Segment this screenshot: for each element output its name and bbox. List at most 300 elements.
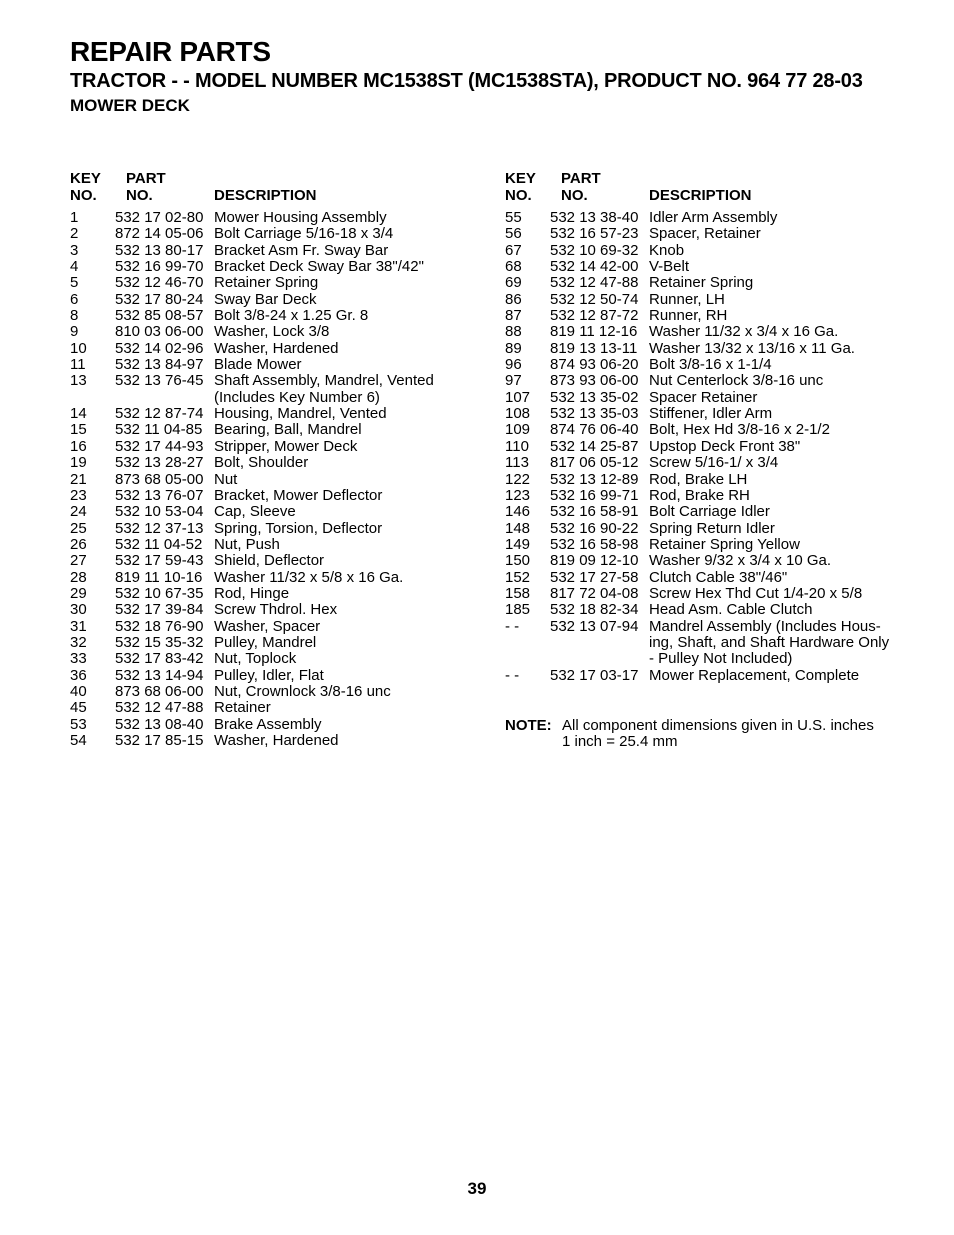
part-number: 532 16 99-70 (115, 258, 204, 276)
part-number: 873 93 06-00 (550, 372, 639, 390)
part-description (214, 619, 320, 635)
table-row (70, 570, 490, 586)
part-number: 532 13 35-02 (550, 388, 639, 406)
part-number: 532 13 76-45 (115, 372, 204, 390)
key-number: 3 (70, 241, 79, 259)
table-row (70, 733, 490, 749)
description-line: Bolt 3/8-16 x 1-1/4 (649, 356, 772, 374)
part-number: 532 10 53-04 (115, 503, 204, 521)
description-line: Rod, Brake RH (649, 486, 750, 504)
part-number: 532 17 80-24 (115, 290, 204, 308)
key-number: - - (505, 666, 520, 684)
part-number: 532 17 27-58 (550, 568, 639, 586)
description-line: Spring, Torsion, Deflector (214, 519, 383, 537)
key-number: 30 (70, 601, 87, 619)
key-number: 15 (70, 421, 87, 439)
key-number: 11 (70, 356, 86, 374)
part-description (214, 488, 382, 504)
key-number: 68 (505, 258, 522, 276)
key-number: 88 (505, 323, 522, 341)
part-description (214, 537, 280, 553)
description-line: Pulley, Idler, Flat (214, 666, 324, 684)
table-row (70, 373, 490, 406)
key-header-line2: NO. (70, 187, 97, 204)
description-line: Screw Thdrol. Hex (214, 601, 338, 619)
table-row (505, 521, 925, 537)
key-number: 31 (70, 617, 87, 635)
part-number: 873 68 05-00 (115, 470, 204, 488)
description-line: Mower Housing Assembly (214, 209, 387, 226)
key-number: 149 (505, 535, 531, 553)
part-header-line2: NO. (561, 187, 588, 204)
description-line: ing, Shaft, and Shaft Hardware Only (649, 633, 890, 651)
part-description (214, 553, 324, 569)
description-line: Retainer (214, 699, 271, 717)
table-row (505, 472, 925, 488)
part-description (649, 537, 800, 553)
part-description (214, 635, 316, 651)
table-row (70, 455, 490, 471)
key-number: 53 (70, 715, 87, 733)
key-number: 23 (70, 486, 87, 504)
part-number: 532 13 80-17 (115, 241, 204, 259)
description-line: Nut, Push (214, 535, 280, 553)
key-number: 108 (505, 405, 531, 423)
key-number: 107 (505, 388, 531, 406)
description-line: Nut, Toplock (214, 650, 297, 668)
table-row (70, 586, 490, 602)
part-number: 819 11 12-16 (550, 323, 638, 341)
part-description (214, 226, 393, 242)
description-line: Rod, Brake LH (649, 470, 748, 488)
table-row (505, 537, 925, 553)
part-description (214, 275, 318, 291)
key-number: 36 (70, 666, 87, 684)
table-row (505, 422, 925, 438)
table-row (505, 308, 925, 324)
part-number: 874 76 06-40 (550, 421, 639, 439)
table-row (70, 472, 490, 488)
table-row (505, 488, 925, 504)
description-line: Mandrel Assembly (Includes Hous- (649, 617, 881, 635)
part-header-line1: PART (561, 170, 601, 187)
part-number: 819 13 13-11 (550, 339, 638, 357)
description-line: Head Asm. Cable Clutch (649, 601, 813, 619)
part-number: 532 12 37-13 (115, 519, 204, 537)
table-row (70, 210, 490, 226)
table-header (70, 171, 490, 207)
part-number: 532 17 39-84 (115, 601, 204, 619)
part-number: 532 17 03-17 (550, 666, 639, 684)
key-number: 14 (70, 405, 87, 423)
part-number: 532 13 35-03 (550, 405, 639, 423)
key-number: 109 (505, 421, 531, 439)
part-number: 532 16 99-71 (550, 486, 639, 504)
part-number: 532 16 57-23 (550, 225, 639, 243)
part-number: 873 68 06-00 (115, 682, 204, 700)
part-description (649, 292, 725, 308)
description-line: Housing, Mandrel, Vented (214, 405, 387, 423)
table-row (505, 553, 925, 569)
description-line: Washer 9/32 x 3/4 x 10 Ga. (649, 552, 832, 570)
table-row (505, 390, 925, 406)
key-number: 123 (505, 486, 531, 504)
table-row (505, 324, 925, 340)
part-number: 532 12 47-88 (115, 699, 204, 717)
part-description (214, 455, 308, 471)
part-number: 532 13 76-07 (115, 486, 204, 504)
description-line: Cap, Sleeve (214, 503, 296, 521)
part-description (649, 373, 823, 389)
table-row (70, 619, 490, 635)
description-line: (Includes Key Number 6) (214, 388, 380, 406)
part-description (649, 521, 775, 537)
table-row (70, 668, 490, 684)
part-description (214, 210, 387, 226)
table-row (505, 373, 925, 389)
description-header: DESCRIPTION (649, 187, 752, 204)
key-header-line1: KEY (505, 170, 536, 187)
description-line: Washer 11/32 x 5/8 x 16 Ga. (214, 568, 404, 586)
part-number: 532 13 38-40 (550, 209, 639, 226)
table-row (70, 275, 490, 291)
table-row (505, 455, 925, 471)
table-row (70, 357, 490, 373)
part-number: 532 11 04-52 (115, 535, 203, 553)
part-description (214, 684, 391, 700)
key-number: 28 (70, 568, 87, 586)
part-number: 810 03 06-00 (115, 323, 204, 341)
table-row (505, 406, 925, 422)
description-line: Nut Centerlock 3/8-16 unc (649, 372, 824, 390)
key-number: 148 (505, 519, 531, 537)
description-line: Washer 11/32 x 3/4 x 16 Ga. (649, 323, 839, 341)
key-number: 122 (505, 470, 531, 488)
description-line: Screw 5/16-1/ x 3/4 (649, 454, 779, 472)
description-line: Screw Hex Thd Cut 1/4-20 x 5/8 (649, 584, 863, 602)
key-number: 1 (70, 209, 79, 226)
key-number: 150 (505, 552, 531, 570)
description-header: DESCRIPTION (214, 187, 317, 204)
description-line: Shield, Deflector (214, 552, 325, 570)
part-number: 532 15 35-32 (115, 633, 204, 651)
part-number: 532 18 76-90 (115, 617, 204, 635)
table-row (505, 439, 925, 455)
key-header-line1: KEY (70, 170, 101, 187)
parts-table-right (505, 171, 925, 684)
part-description (649, 210, 777, 226)
table-row (70, 504, 490, 520)
part-number: 532 12 87-72 (550, 307, 639, 325)
table-row (505, 226, 925, 242)
part-description (214, 700, 271, 716)
part-description (649, 259, 689, 275)
table-row (70, 439, 490, 455)
description-line: Nut, Crownlock 3/8-16 unc (214, 682, 391, 700)
key-number: 152 (505, 568, 531, 586)
part-description (214, 341, 339, 357)
part-description (214, 406, 387, 422)
part-number: 532 16 58-98 (550, 535, 639, 553)
description-line: Brake Assembly (214, 715, 322, 733)
description-line: Bolt, Hex Hd 3/8-16 x 2-1/2 (649, 421, 830, 439)
table-row (505, 275, 925, 291)
description-line: Bolt, Shoulder (214, 454, 309, 472)
part-description (649, 406, 772, 422)
table-row (70, 308, 490, 324)
part-number: 532 17 83-42 (115, 650, 204, 668)
part-description (214, 521, 382, 537)
model-subtitle: TRACTOR - - MODEL NUMBER MC1538ST (MC1538STA), PRODUCT NO. 964 77 28-03 (70, 70, 863, 92)
part-description (649, 341, 855, 357)
key-number: 40 (70, 682, 87, 700)
part-description (649, 390, 757, 406)
description-line: Pulley, Mandrel (214, 633, 317, 651)
table-row (505, 243, 925, 259)
part-description (649, 308, 727, 324)
part-description (649, 504, 770, 520)
description-line: Nut (214, 470, 238, 488)
part-description (214, 243, 388, 259)
table-row (70, 717, 490, 733)
note-line: All component dimensions given in U.S. inches (562, 717, 874, 734)
part-description (649, 602, 812, 618)
key-number: 96 (505, 356, 522, 374)
note-label: NOTE: (505, 717, 552, 734)
part-number: 532 16 90-22 (550, 519, 639, 537)
key-number: 26 (70, 535, 87, 553)
description-line: Bracket, Mower Deflector (214, 486, 383, 504)
page-title: REPAIR PARTS (70, 36, 271, 67)
key-number: 8 (70, 307, 79, 325)
table-row (70, 635, 490, 651)
description-line: Washer, Lock 3/8 (214, 323, 330, 341)
description-line: Blade Mower (214, 356, 302, 374)
part-description (649, 455, 778, 471)
part-description (649, 488, 750, 504)
part-number: 532 14 42-00 (550, 258, 639, 276)
key-number: 185 (505, 601, 531, 619)
part-number: 532 10 69-32 (550, 241, 639, 259)
description-line: Bolt Carriage Idler (649, 503, 770, 521)
table-row (70, 602, 490, 618)
part-number: 532 13 84-97 (115, 356, 204, 374)
description-line: Runner, LH (649, 290, 725, 308)
description-line: Bracket Deck Sway Bar 38"/42" (214, 258, 424, 276)
part-number: 819 11 10-16 (115, 568, 203, 586)
key-number: 55 (505, 209, 522, 226)
part-description (649, 357, 772, 373)
key-number: 21 (70, 470, 87, 488)
part-header-line2: NO. (126, 187, 153, 204)
description-line: Upstop Deck Front 38" (649, 437, 801, 455)
part-number: 532 12 46-70 (115, 274, 204, 292)
table-row (70, 553, 490, 569)
key-number: 27 (70, 552, 87, 570)
key-number: 19 (70, 454, 87, 472)
part-number: 532 12 50-74 (550, 290, 639, 308)
part-number: 532 13 12-89 (550, 470, 639, 488)
part-number: 532 13 14-94 (115, 666, 204, 684)
table-row (505, 602, 925, 618)
table-row (70, 521, 490, 537)
key-number: 10 (70, 339, 87, 357)
table-row (505, 619, 925, 668)
part-number: 532 14 25-87 (550, 437, 639, 455)
table-row (70, 651, 490, 667)
description-line: Stripper, Mower Deck (214, 437, 358, 455)
section-title: MOWER DECK (70, 96, 190, 115)
parts-table-left (70, 171, 490, 749)
part-number: 532 16 58-91 (550, 503, 639, 521)
part-number: 532 13 07-94 (550, 617, 639, 635)
parts-list-left (70, 210, 490, 749)
part-number: 817 06 05-12 (550, 454, 639, 472)
part-number: 532 17 59-43 (115, 552, 204, 570)
part-description (649, 553, 831, 569)
part-number: 532 14 02-96 (115, 339, 204, 357)
table-row (505, 570, 925, 586)
part-number: 532 85 08-57 (115, 307, 204, 325)
key-number: 56 (505, 225, 522, 243)
description-line: Retainer Spring Yellow (649, 535, 800, 553)
table-row (70, 488, 490, 504)
part-description (649, 439, 800, 455)
description-line: Washer, Hardened (214, 732, 339, 749)
part-description (649, 619, 889, 668)
part-description (214, 668, 324, 684)
key-number: 32 (70, 633, 87, 651)
description-line: Clutch Cable 38"/46" (649, 568, 788, 586)
table-row (70, 324, 490, 340)
part-description (649, 422, 830, 438)
part-description (649, 668, 859, 684)
table-row (70, 700, 490, 716)
key-number: 6 (70, 290, 79, 308)
key-number: 13 (70, 372, 87, 390)
part-number: 874 93 06-20 (550, 356, 639, 374)
description-line: Knob (649, 241, 685, 259)
part-description (214, 651, 296, 667)
description-line: Sway Bar Deck (214, 290, 317, 308)
table-row (505, 586, 925, 602)
part-number: 872 14 05-06 (115, 225, 204, 243)
part-number: 532 18 82-34 (550, 601, 639, 619)
part-description (214, 357, 302, 373)
description-line: Spacer, Retainer (649, 225, 761, 243)
description-line: Mower Replacement, Complete (649, 666, 860, 684)
description-line: Washer, Spacer (214, 617, 321, 635)
part-number: 532 12 47-88 (550, 274, 639, 292)
part-description (214, 472, 237, 488)
key-number: - - (505, 617, 520, 635)
description-line: Stiffener, Idler Arm (649, 405, 773, 423)
description-line: Shaft Assembly, Mandrel, Vented (214, 372, 434, 390)
part-description (214, 422, 362, 438)
key-number: 69 (505, 274, 522, 292)
description-line: Retainer Spring (649, 274, 754, 292)
part-description (214, 439, 357, 455)
key-number: 158 (505, 584, 531, 602)
part-number: 817 72 04-08 (550, 584, 639, 602)
part-number: 532 11 04-85 (115, 421, 203, 439)
table-row (70, 341, 490, 357)
table-row (70, 406, 490, 422)
table-row (70, 292, 490, 308)
key-number: 67 (505, 241, 522, 259)
part-description (649, 586, 862, 602)
part-description (214, 373, 434, 406)
key-number: 25 (70, 519, 87, 537)
part-description (649, 570, 787, 586)
part-number: 532 17 85-15 (115, 732, 204, 749)
part-number: 532 13 08-40 (115, 715, 204, 733)
description-line: Spring Return Idler (649, 519, 775, 537)
note-line: 1 inch = 25.4 mm (562, 733, 678, 751)
page-number: 39 (467, 1179, 487, 1198)
key-number: 4 (70, 258, 79, 276)
part-description (214, 586, 289, 602)
part-description (214, 733, 339, 749)
part-description (649, 243, 684, 259)
part-description (214, 717, 322, 733)
key-header-line2: NO. (505, 187, 532, 204)
description-line: Runner, RH (649, 307, 728, 325)
part-description (214, 570, 403, 586)
key-number: 97 (505, 372, 522, 390)
key-number: 87 (505, 307, 522, 325)
part-description (649, 324, 838, 340)
part-number: 532 13 28-27 (115, 454, 204, 472)
key-number: 113 (505, 454, 529, 472)
part-number: 532 10 67-35 (115, 584, 204, 602)
key-number: 146 (505, 503, 531, 521)
part-description (214, 504, 296, 520)
description-line: Idler Arm Assembly (649, 209, 778, 226)
table-row (70, 226, 490, 242)
table-row (505, 259, 925, 275)
key-number: 89 (505, 339, 522, 357)
table-row (505, 357, 925, 373)
part-description (649, 472, 747, 488)
part-description (649, 275, 753, 291)
table-header (505, 171, 925, 207)
part-number: 532 17 44-93 (115, 437, 204, 455)
part-number: 819 09 12-10 (550, 552, 639, 570)
key-number: 33 (70, 650, 87, 668)
key-number: 54 (70, 732, 87, 749)
table-row (505, 504, 925, 520)
part-description (214, 308, 368, 324)
key-number: 45 (70, 699, 87, 717)
parts-list-right (505, 210, 925, 684)
key-number: 86 (505, 290, 522, 308)
key-number: 29 (70, 584, 87, 602)
part-number: 532 17 02-80 (115, 209, 204, 226)
table-row (70, 259, 490, 275)
table-row (70, 422, 490, 438)
part-description (649, 226, 761, 242)
table-row (505, 210, 925, 226)
description-line: Bearing, Ball, Mandrel (214, 421, 362, 439)
part-description (214, 602, 337, 618)
description-line: - Pulley Not Included) (649, 650, 793, 668)
table-row (70, 537, 490, 553)
part-description (214, 324, 329, 340)
table-row (505, 341, 925, 357)
table-row (505, 668, 925, 684)
description-line: Rod, Hinge (214, 584, 290, 602)
